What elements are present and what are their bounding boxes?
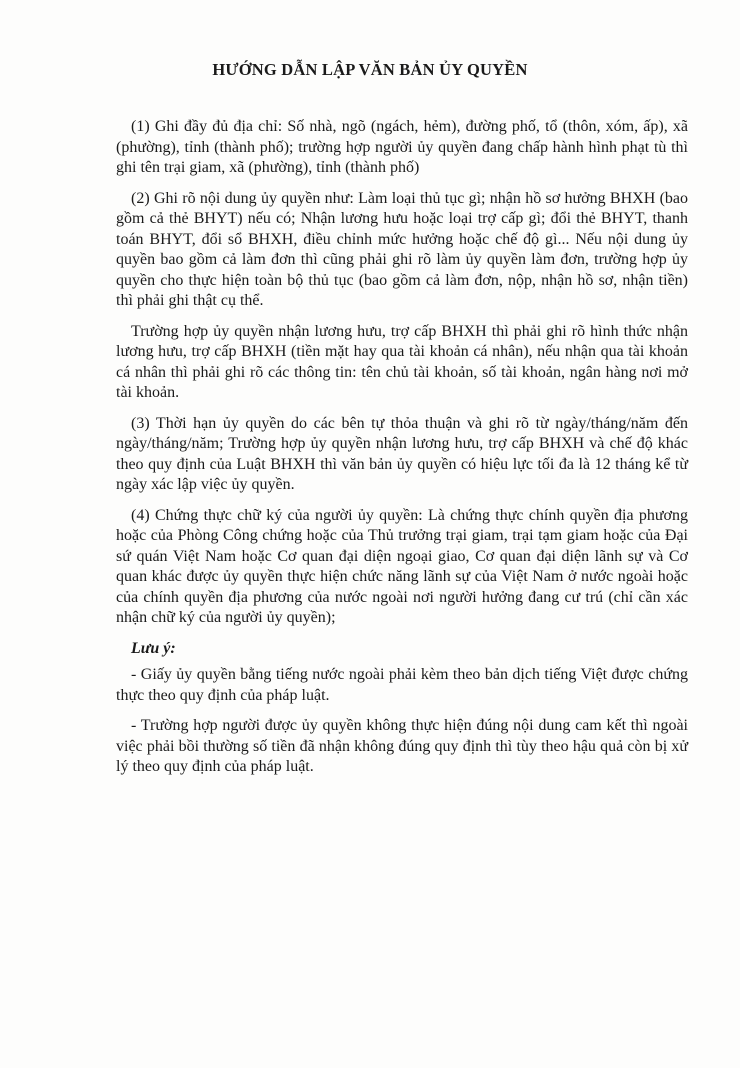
note-item: - Giấy ủy quyền bằng tiếng nước ngoài phải kèm theo bản dịch tiếng Việt được chứng thực theo quy định của pháp luật. [116, 666, 688, 704]
paragraph-authorization-term: (3) Thời hạn ủy quyền do các bên tự thỏa thuận và ghi rõ từ ngày/tháng/năm đến ngày/tháng/năm; Trường hợp ủy quyền nhận lương hưu, trợ cấp BHXH và chế độ khác theo quy định của Luật BHXH thì văn bản ủy quyền có hiệu lực tối đa là 12 tháng kể từ ngày xác lập việc ủy quyền. [116, 414, 688, 493]
paragraph-address: (1) Ghi đầy đủ địa chỉ: Số nhà, ngõ (ngách, hẻm), đường phố, tổ (thôn, xóm, ấp), xã (phường), tỉnh (thành phố); trường hợp người ủy quyền đang chấp hành hình phạt tù thì ghi tên trại giam, xã (phường), tỉnh (thành phố) [116, 118, 688, 176]
document-body [116, 117, 688, 788]
paragraph-pension-receipt: Trường hợp ủy quyền nhận lương hưu, trợ cấp BHXH thì phải ghi rõ hình thức nhận lương hưu, trợ cấp BHXH (tiền mặt hay qua tài khoản cá nhân), nếu nhận qua tài khoản cá nhân thì phải ghi rõ các thông tin: tên chủ tài khoản, số tài khoản, ngân hàng nơi mở tài khoản. [116, 322, 688, 401]
note-heading: Lưu ý: [131, 639, 176, 657]
paragraph-signature-certification: (4) Chứng thực chữ ký của người ủy quyền: Là chứng thực chính quyền địa phương hoặc của Phòng Công chứng hoặc của Thủ trưởng trại giam, trại tạm giam hoặc của Đại sứ quán Việt Nam hoặc Cơ quan đại diện ngoại giao, Cơ quan đại diện lãnh sự và Cơ quan khác được ủy quyền thực hiện chức năng lãnh sự của Việt Nam ở nước ngoài hoặc của chính quyền địa phương của nước ngoài nơi người hưởng đang cư trú (chỉ cần xác nhận chữ ký của người ủy quyền); [116, 506, 688, 626]
document-title: HƯỚNG DẪN LẬP VĂN BẢN ỦY QUYỀN [212, 60, 528, 79]
paragraph-authorization-content: (2) Ghi rõ nội dung ủy quyền như: Làm loại thủ tục gì; nhận hồ sơ hưởng BHXH (bao gồm cả thẻ BHYT) nếu có; Nhận lương hưu hoặc loại trợ cấp gì; đổi thẻ BHYT, thanh toán BHYT, đổi sổ BHXH, điều chỉnh mức hưởng hoặc chế độ gì... Nếu nội dung ủy quyền bao gồm cả làm đơn thì cũng phải ghi rõ làm ủy quyền làm đơn, trường hợp ủy quyền cho thực hiện toàn bộ thủ tục (bao gồm cả làm đơn, nộp, nhận hồ sơ, nhận tiền) thì phải ghi thật cụ thể. [116, 189, 688, 309]
note-item: - Trường hợp người được ủy quyền không thực hiện đúng nội dung cam kết thì ngoài việc phải bồi thường số tiền đã nhận không đúng quy định thì tùy theo hậu quả còn bị xử lý theo quy định của pháp luật. [116, 717, 688, 775]
